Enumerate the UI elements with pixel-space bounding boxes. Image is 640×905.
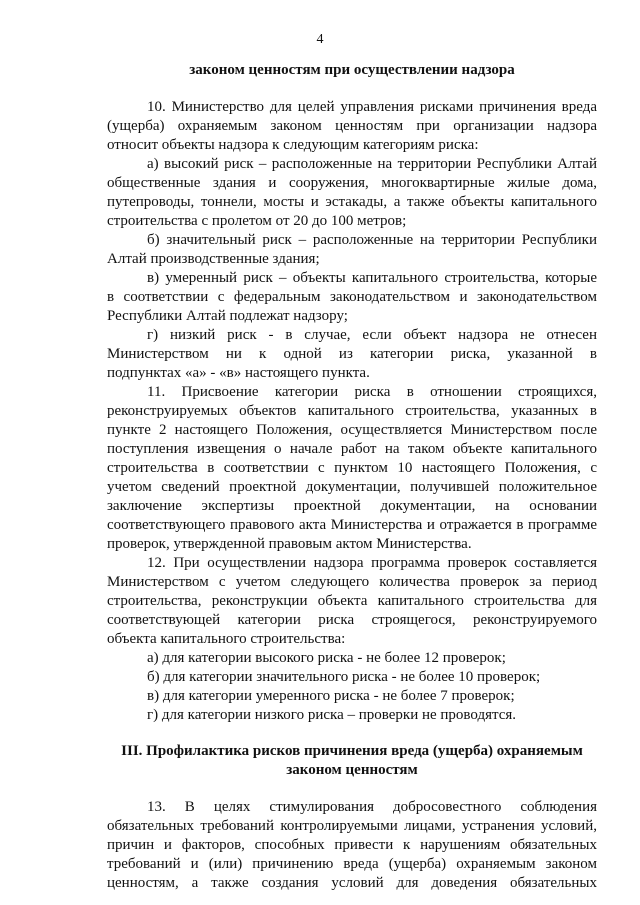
section-title-continuation: законом ценностям при осуществлении надзора <box>189 62 515 78</box>
item-b-line: Алтай производственные здания; <box>107 251 320 267</box>
item-v-line: в соответствии с федеральным законодательством и законодательством <box>107 289 597 305</box>
paragraph-12-line: 12. При осуществлении надзора программа проверок составляется <box>147 555 597 571</box>
inspection-limit-v: в) для категории умеренного риска - не более 7 проверок; <box>147 688 515 704</box>
paragraph-13-line: обязательных требований контролируемыми лицами, устранения условий, <box>107 818 597 834</box>
paragraph-11-line: соответствующего правового акта Министерства и отражается в программе <box>107 517 597 533</box>
item-a-line: путепроводы, тоннели, мосты и эстакады, а также объекты капитального <box>107 194 597 210</box>
item-a-line: строительства с пролетом от 20 до 100 метров; <box>107 213 407 229</box>
paragraph-12-line: соответствующей категории риска строящегося, реконструируемого <box>107 612 597 628</box>
paragraph-11-line: 11. Присвоение категории риска в отношении строящихся, <box>147 384 597 400</box>
paragraph-11-line: пункте 2 настоящего Положения, осуществляется Министерством после <box>107 422 597 438</box>
inspection-limit-b: б) для категории значительного риска - не более 10 проверок; <box>147 669 541 685</box>
paragraph-11-line: реконструируемых объектов капитального строительства, указанных в <box>107 403 597 419</box>
paragraph-13-line: требований и (или) причинению вреда (ущерба) охраняемым законом <box>107 856 597 872</box>
paragraph-11-line: проверок, утвержденной правовым актом Министерства. <box>107 536 472 552</box>
paragraph-11-line: поступления извещения о начале работ на таком объекте капитального <box>107 441 597 457</box>
item-a-line: а) высокий риск – расположенные на территории Республики Алтай <box>147 156 597 172</box>
paragraph-12-line: Министерством с учетом следующего количества проверок за период <box>107 574 597 590</box>
section-iii-heading: III. Профилактика рисков причинения вреда (ущерба) охраняемым <box>121 743 583 759</box>
item-v-line: Республики Алтай подлежат надзору; <box>107 308 348 324</box>
page-number: 4 <box>316 32 324 47</box>
paragraph-13-line: причин и факторов, способных привести к нарушениям обязательных <box>107 837 597 853</box>
item-g-line: г) низкий риск - в случае, если объект надзора не отнесен <box>147 327 597 343</box>
item-g-line: Министерством ни к одной из категории риска, указанной в <box>107 346 597 362</box>
item-v-line: в) умеренный риск – объекты капитального строительства, которые <box>147 270 597 286</box>
paragraph-10-line: относит объекты надзора к следующим категориям риска: <box>107 137 479 153</box>
item-a-line: общественные здания и сооружения, многоквартирные жилые дома, <box>107 175 597 191</box>
section-iii-heading: законом ценностям <box>286 762 418 778</box>
paragraph-11-line: заключение экспертизы проектной документации, на основании <box>107 498 597 514</box>
paragraph-13-line: 13. В целях стимулирования добросовестного соблюдения <box>147 799 597 815</box>
paragraph-12-line: объекта капитального строительства: <box>107 631 346 647</box>
paragraph-11-line: строительства в соответствии с пунктом 10 настоящего Положения, с <box>107 460 597 476</box>
paragraph-10-line: (ущерба) охраняемым законом ценностям при организации надзора <box>107 118 597 134</box>
inspection-limit-g: г) для категории низкого риска – проверки не проводятся. <box>147 707 517 723</box>
paragraph-12-line: строительства, реконструкции объекта капитального строительства для <box>107 593 597 609</box>
item-b-line: б) значительный риск – расположенные на территории Республики <box>147 232 597 248</box>
paragraph-13-line: ценностям, а также создания условий для доведения обязательных <box>107 875 597 891</box>
inspection-limit-a: а) для категории высокого риска - не более 12 проверок; <box>147 650 506 666</box>
paragraph-10-line: 10. Министерство для целей управления рисками причинения вреда <box>147 99 597 115</box>
paragraph-11-line: учетом сведений проектной документации, получившей положительное <box>107 479 597 495</box>
item-g-line: подпунктах «а» - «в» настоящего пункта. <box>107 365 370 381</box>
